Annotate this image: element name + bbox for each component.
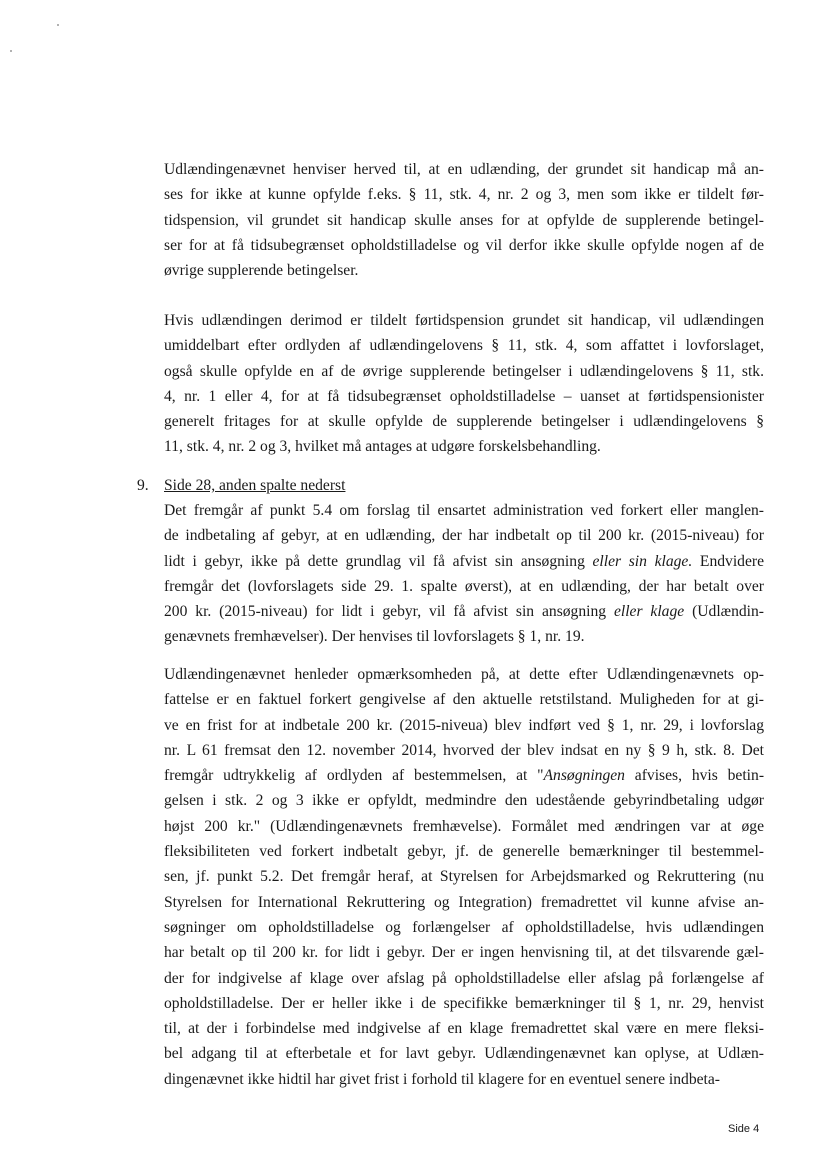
text-line: har betalt op til 200 kr. for lidt i gebyr. Der er ingen henvisning til, at det tilsvarende gæl- xyxy=(164,944,764,962)
text-line: fremgår det (lovforslagets side 29. 1. spalte øverst), at en udlænding, der har betalt over xyxy=(164,577,764,595)
list-item-number: 9. xyxy=(137,477,149,494)
text-line: lidt i gebyr, ikke på dette grundlag vil få afvist sin ansøgning eller sin klage. Endvidere xyxy=(164,552,764,570)
text-line: ses for ikke at kunne opfylde f.eks. § 11, stk. 4, nr. 2 og 3, men som ikke er tildelt før- xyxy=(164,186,764,204)
text-line: tidspension, vil grundet sit handicap skulle anses for at opfylde de supplerende betingel- xyxy=(164,211,764,229)
text-line: 4, nr. 1 eller 4, for at få tidsubegrænset opholdstilladelse – uanset at førtidspensionister xyxy=(164,387,764,405)
text-line: fattelse er en faktuel forkert gengivelse af den aktuelle retstilstand. Muligheden for at gi- xyxy=(164,691,764,709)
paragraph-1 xyxy=(164,157,764,283)
emphasis: eller klage xyxy=(613,603,685,621)
text-line: 11, stk. 4, nr. 2 og 3, hvilket må antages at udgøre forskelsbehandling. xyxy=(164,438,601,456)
text-line: genævnets fremhævelser). Der henvises til lovforslagets § 1, nr. 19. xyxy=(164,628,585,646)
paragraph-4 xyxy=(164,662,764,1092)
text-line: Det fremgår af punkt 5.4 om forslag til ensartet administration ved forkert eller manglen- xyxy=(164,502,764,519)
text-line: generelt fritages for at skulle opfylde de supplerende betingelser i udlændingelovens § xyxy=(164,413,764,431)
text-line: opholdstilladelse. Der er heller ikke i de specifikke bemærkninger til § 1, nr. 29, henvist xyxy=(164,994,764,1012)
text-line: fleksibiliteten ved forkert indbetalt gebyr, jf. de generelle bemærkninger til bestemmel- xyxy=(164,843,764,861)
scan-speck xyxy=(57,24,59,26)
text-line: fremgår udtrykkelig af ordlyden af bestemmelsen, at "Ansøgningen afvises, hvis betin- xyxy=(164,767,765,785)
scan-speck xyxy=(10,50,12,52)
text-line: gelsen i stk. 2 og 3 ikke er opfyldt, medmindre den udestående gebyrindbetaling udgør xyxy=(164,792,764,810)
page-number: Side 4 xyxy=(728,1123,760,1135)
text-line: 200 kr. (2015-niveau) for lidt i gebyr, vil få afvist sin ansøgning eller klage (Udlændin- xyxy=(164,603,764,621)
section-heading: Side 28, anden spalte nederst xyxy=(164,477,346,494)
text-line: også skulle opfylde en af de øvrige supplerende betingelser i udlændingelovens § 11, stk. xyxy=(164,362,764,380)
paragraph-2 xyxy=(164,308,764,460)
paragraph-3 xyxy=(164,498,764,650)
text-line: sen, jf. punkt 5.2. Det fremgår heraf, at Styrelsen for Arbejdsmarked og Rekruttering (nu xyxy=(164,868,764,886)
text-line: højst 200 kr." (Udlændingenævnets fremhævelse). Formålet med ændringen var at øge xyxy=(164,817,764,835)
emphasis: eller sin klage. xyxy=(592,552,693,570)
text-line: de indbetaling af gebyr, at en udlænding, der har indbetalt op til 200 kr. (2015-niveau) for xyxy=(164,527,764,545)
text-line: ve en frist for at indbetale 200 kr. (2015-niveua) blev indført ved § 1, nr. 29, i lovforslag xyxy=(164,716,764,734)
text-line: der for indgivelse af klage over afslag på opholdstilladelse eller afslag på forlængelse af xyxy=(164,969,764,987)
text-line: Udlændingenævnet henviser herved til, at en udlænding, der grundet sit handicap må an- xyxy=(164,161,764,178)
text-line: til, at der i forbindelse med indgivelse af en klage fremadrettet skal være en mere fleksi- xyxy=(164,1020,764,1038)
emphasis: Ansøgningen xyxy=(543,767,625,785)
text-line: Hvis udlændingen derimod er tildelt førtidspension grundet sit handicap, vil udlændingen xyxy=(164,312,764,329)
text-line: øvrige supplerende betingelser. xyxy=(164,262,359,280)
text-line: søgninger om opholdstilladelse og forlængelser af opholdstilladelse, hvis udlændingen xyxy=(164,918,764,936)
text-line: umiddelbart efter ordlyden af udlændingelovens § 11, stk. 4, som affattet i lovforslaget, xyxy=(164,337,764,355)
text-line: Udlændingenævnet henleder opmærksomheden på, at dette efter Udlændingenævnets op- xyxy=(164,666,764,683)
text-line: Styrelsen for International Rekruttering og Integration) fremadrettet vil kunne afvise an- xyxy=(164,893,764,911)
text-line: dingenævnet ikke hidtil har givet frist i forhold til klagere for en eventuel senere indbeta- xyxy=(164,1070,720,1088)
text-line: nr. L 61 fremsat den 12. november 2014, hvorved der blev indsat en ny § 9 h, stk. 8. Det xyxy=(164,741,764,759)
text-line: bel adgang til at efterbetale et for lavt gebyr. Udlændingenævnet kan oplyse, at Udlæn- xyxy=(164,1045,764,1063)
text-line: ser for at få tidsubegrænset opholdstilladelse og vil derfor ikke skulle opfylde nogen af de xyxy=(164,236,764,254)
